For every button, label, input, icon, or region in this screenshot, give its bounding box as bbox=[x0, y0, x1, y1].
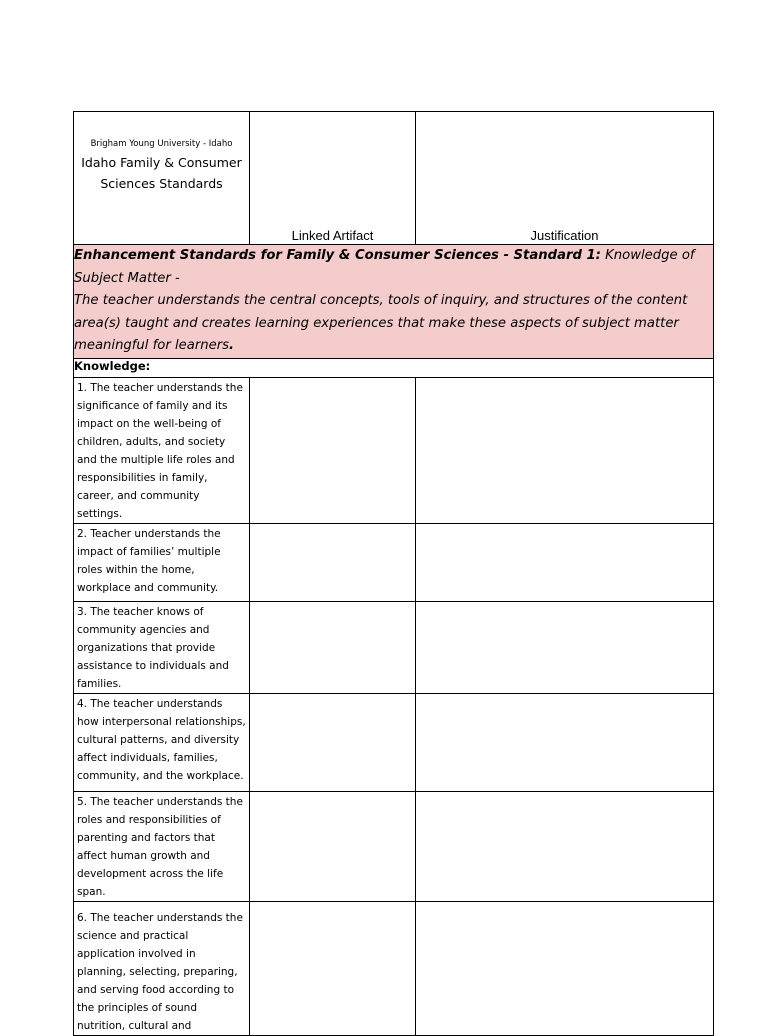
justification-header: Justification bbox=[416, 112, 714, 245]
linked-artifact-cell-2[interactable] bbox=[250, 523, 416, 601]
enhancement-standard-text bbox=[74, 245, 714, 359]
enhancement-standard-row bbox=[74, 245, 714, 359]
linked-artifact-cell-4[interactable] bbox=[250, 693, 416, 791]
linked-artifact-cell-1[interactable] bbox=[250, 377, 416, 523]
university-name: Brigham Young University - Idaho bbox=[90, 139, 233, 149]
linked-artifact-cell-5[interactable] bbox=[250, 791, 416, 901]
linked-artifact-cell-6[interactable] bbox=[250, 901, 416, 1035]
enhancement-standard-subject: Knowledge of Subject Matter - bbox=[74, 248, 695, 286]
standard-item-6: 6. The teacher understands the science and practical application involved in planning, selecting, preparing, and serving food according to the principles of sound nutrition, cultural and bbox=[74, 901, 250, 1035]
enhancement-standard-title: Enhancement Standards for Family & Consumer Sciences - Standard 1: bbox=[74, 248, 601, 263]
linked-artifact-header: Linked Artifact bbox=[250, 112, 416, 245]
justification-cell-3[interactable] bbox=[416, 601, 714, 693]
justification-cell-5[interactable] bbox=[416, 791, 714, 901]
table-row bbox=[74, 901, 714, 1035]
justification-cell-6[interactable] bbox=[416, 901, 714, 1035]
standard-item-4: 4. The teacher understands how interpersonal relationships, cultural patterns, and diversity affect individuals, families, community, and the workplace. bbox=[74, 693, 250, 791]
table-row bbox=[74, 791, 714, 901]
justification-cell-4[interactable] bbox=[416, 693, 714, 791]
table-row bbox=[74, 601, 714, 693]
table-row bbox=[74, 523, 714, 601]
enhancement-standard-description: The teacher understands the central concepts, tools of inquiry, and structures of the content area(s) taught and creates learning experiences that make these aspects of subject matter meaningful for learners bbox=[74, 293, 688, 353]
standard-item-1: 1. The teacher understands the significance of family and its impact on the well-being of children, adults, and society and the multiple life roles and responsibilities in family, career, and community settings. bbox=[74, 377, 250, 523]
standards-title bbox=[74, 152, 249, 194]
standards-title-line1: Idaho Family & Consumer bbox=[81, 155, 242, 170]
standard-item-3: 3. The teacher knows of community agencies and organizations that provide assistance to individuals and families. bbox=[74, 601, 250, 693]
standard-item-2: 2. Teacher understands the impact of families’ multiple roles within the home, workplace and community. bbox=[74, 523, 250, 601]
enhancement-standard-period: . bbox=[229, 338, 235, 353]
standards-table bbox=[73, 111, 714, 1036]
title-cell bbox=[74, 112, 250, 245]
linked-artifact-cell-3[interactable] bbox=[250, 601, 416, 693]
knowledge-label: Knowledge: bbox=[74, 358, 714, 377]
table-row bbox=[74, 693, 714, 791]
table-row bbox=[74, 377, 714, 523]
justification-cell-1[interactable] bbox=[416, 377, 714, 523]
justification-cell-2[interactable] bbox=[416, 523, 714, 601]
knowledge-row bbox=[74, 358, 714, 377]
header-row bbox=[74, 112, 714, 245]
standards-title-line2: Sciences Standards bbox=[100, 176, 223, 191]
standard-item-5: 5. The teacher understands the roles and responsibilities of parenting and factors that affect human growth and development across the life span. bbox=[74, 791, 250, 901]
